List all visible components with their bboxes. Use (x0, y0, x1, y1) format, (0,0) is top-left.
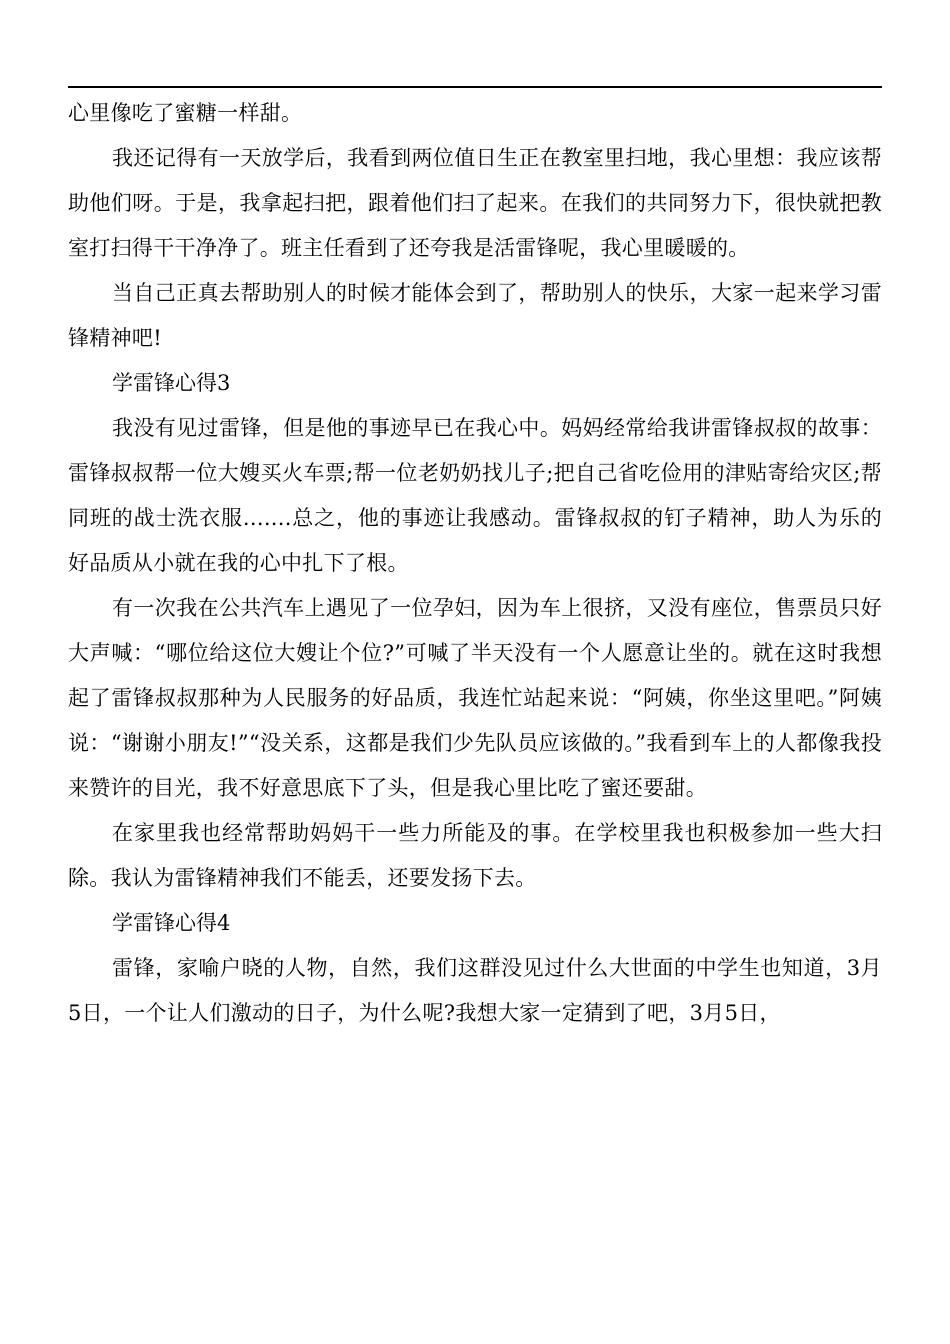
paragraph: 在家里我也经常帮助妈妈干一些力所能及的事。在学校里我也积极参加一些大扫除。我认为雷锋精神我们不能丢，还要发扬下去。 (68, 821, 882, 890)
paragraph: 我还记得有一天放学后，我看到两位值日生正在教室里扫地，我心里想：我应该帮助他们呀。于是，我拿起扫把，跟着他们扫了起来。在我们的共同努力下，很快就把教室打扫得干干净净了。班主任看到了还夸我是活雷锋呢，我心里暖暖的。 (68, 146, 882, 260)
paragraph: 雷锋，家喻户晓的人物，自然，我们这群没见过什么大世面的中学生也知道，3月5日，一个让人们激动的日子，为什么呢?我想大家一定猜到了吧，3月5日， (68, 956, 882, 1025)
paragraph: 有一次我在公共汽车上遇见了一位孕妇，因为车上很挤，又没有座位，售票员只好大声喊：“哪位给这位大嫂让个位?”可喊了半天没有一个人愿意让坐的。就在这时我想起了雷锋叔叔那种为人民服务的好品质，我连忙站起来说：“阿姨，你坐这里吧。”阿姨说：“谢谢小朋友!”“没关系，这都是我们少先队员应该做的。”我看到车上的人都像我投来赞许的目光，我不好意思底下了头，但是我心里比吃了蜜还要甜。 (68, 596, 882, 800)
section-heading: 学雷锋心得3 (112, 371, 231, 395)
continuation-paragraph: 心里像吃了蜜糖一样甜。 (68, 101, 303, 125)
paragraph: 当自己正真去帮助别人的时候才能体会到了，帮助别人的快乐，大家一起来学习雷锋精神吧! (68, 281, 882, 350)
document-body (68, 91, 882, 1036)
paragraph: 我没有见过雷锋，但是他的事迹早已在我心中。妈妈经常给我讲雷锋叔叔的故事：雷锋叔叔帮一位大嫂买火车票;帮一位老奶奶找儿子;把自己省吃俭用的津贴寄给灾区;帮同班的战士洗衣服.......总之，他的事迹让我感动。雷锋叔叔的钉子精神，助人为乐的好品质从小就在我的心中扎下了根。 (68, 416, 882, 575)
section-heading: 学雷锋心得4 (112, 911, 231, 935)
header-rule (68, 86, 882, 88)
